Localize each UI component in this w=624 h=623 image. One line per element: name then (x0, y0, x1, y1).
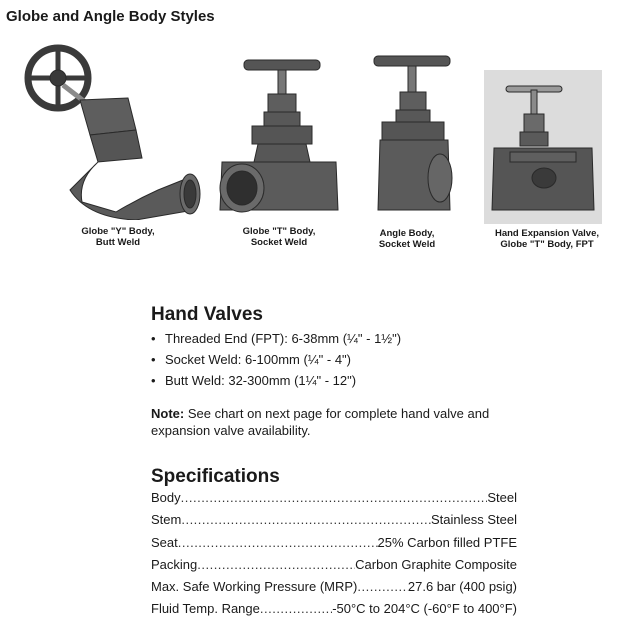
note-label: Note: (151, 406, 185, 421)
list-item: • Socket Weld: 6-100mm (¼" - 4") (151, 349, 401, 370)
list-item: • Butt Weld: 32-300mm (1¼" - 12") (151, 370, 401, 391)
spec-value: Stainless Steel (431, 512, 517, 527)
leader-dots (357, 577, 408, 597)
caption-line: Butt Weld (95, 237, 141, 248)
spec-value: -50°C to 204°C (-60°F to 400°F) (332, 601, 517, 616)
spec-label: Packing (151, 557, 198, 572)
note-paragraph (151, 405, 531, 439)
globe-y-body-valve-image (18, 40, 208, 220)
hand-valves-heading: Hand Valves (151, 304, 263, 325)
page-title: Globe and Angle Body Styles (6, 8, 215, 25)
note-text: See chart on next page for complete hand valve and expansion valve availability. (151, 406, 490, 438)
spec-label: Stem (151, 512, 182, 527)
spec-row-packing (151, 555, 517, 575)
leader-dots (181, 488, 488, 508)
valve-caption-globe-y (58, 226, 178, 248)
caption-line: Hand Expansion Valve, (494, 228, 599, 239)
leader-dots (178, 533, 378, 553)
spec-value: 27.6 bar (400 psig) (407, 579, 517, 594)
caption-line: Globe "Y" Body, (81, 226, 155, 237)
valve-caption-angle (347, 228, 467, 250)
spec-row-fluid-temp (151, 599, 517, 619)
spec-row-seat (151, 533, 517, 553)
spec-row-max-pressure (151, 577, 517, 597)
leader-dots (260, 599, 332, 619)
spec-value: 25% Carbon filled PTFE (377, 535, 517, 550)
caption-line: Globe "T" Body, (242, 226, 316, 237)
specifications-heading: Specifications (151, 466, 280, 487)
caption-line: Socket Weld (378, 239, 436, 250)
spec-value: Carbon Graphite Composite (355, 557, 517, 572)
hand-expansion-valve-image (484, 70, 602, 224)
spec-label: Fluid Temp. Range (151, 601, 260, 616)
valve-caption-globe-t (219, 226, 339, 248)
hand-valves-list (151, 328, 401, 391)
globe-t-body-valve-image (214, 56, 344, 222)
spec-label: Max. Safe Working Pressure (MRP) (151, 579, 358, 594)
list-item: • Threaded End (FPT): 6-38mm (¼" - 1½") (151, 328, 401, 349)
spec-label: Body (151, 490, 181, 505)
leader-dots (181, 510, 431, 530)
spec-label: Seat (151, 535, 178, 550)
spec-row-body (151, 488, 517, 508)
angle-body-valve-image (368, 50, 460, 218)
caption-line: Angle Body, (379, 228, 435, 239)
spec-value: Steel (487, 490, 517, 505)
caption-line: Socket Weld (250, 237, 308, 248)
spec-row-stem (151, 510, 517, 530)
caption-line: Globe "T" Body, FPT (500, 239, 594, 250)
leader-dots (197, 555, 355, 575)
valve-caption-hand-expansion (483, 228, 611, 250)
